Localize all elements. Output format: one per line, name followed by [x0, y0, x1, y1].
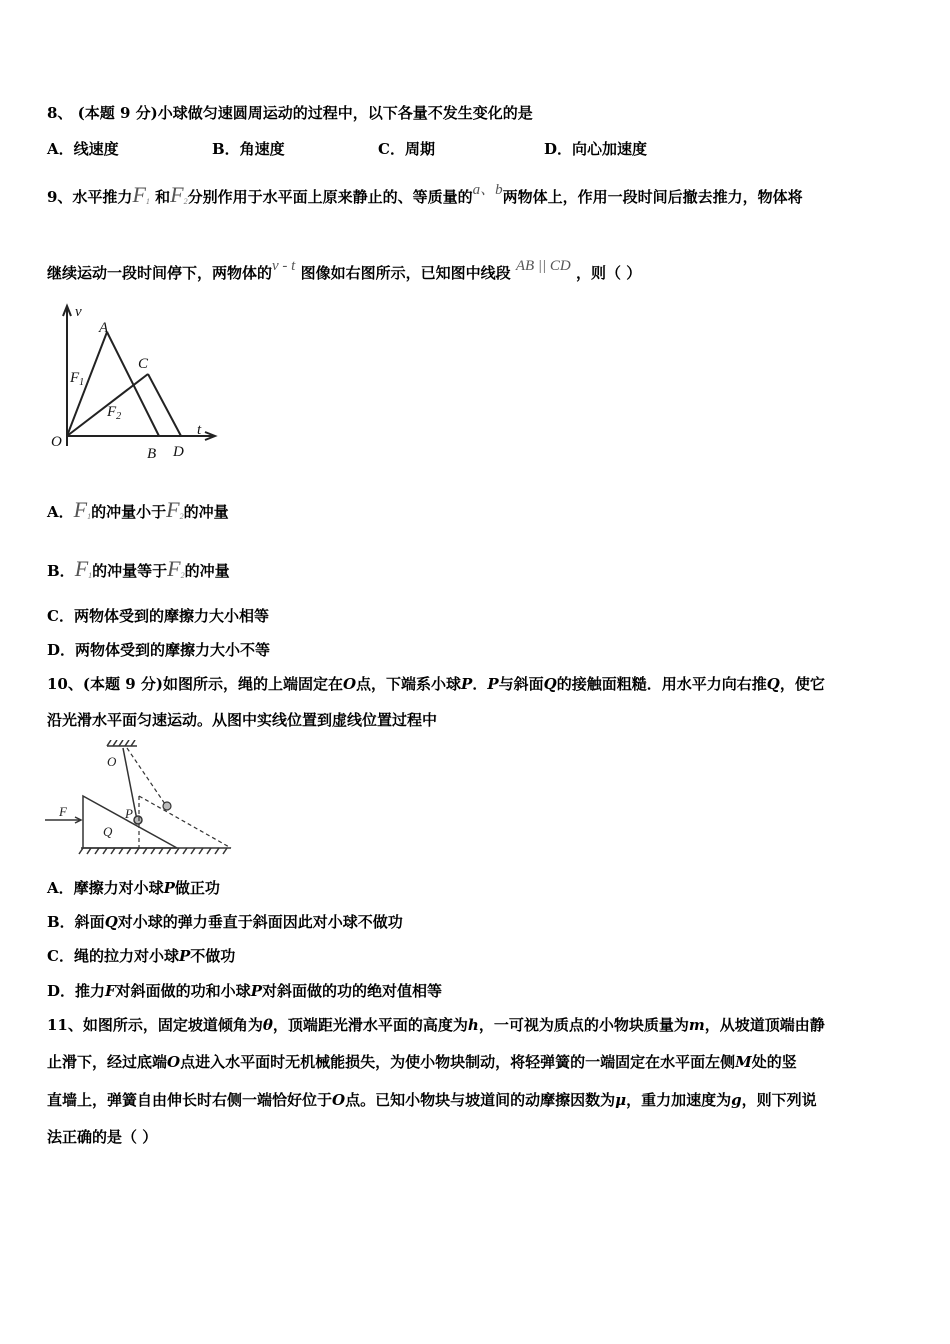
q11-stem-line4: 法正确的是（ ）	[47, 1128, 158, 1146]
q9-option-b: B．$F_1$的冲量等于$F_2$的冲量	[47, 556, 230, 581]
diagram-label-p: P	[125, 806, 133, 821]
diagram-label-q: Q	[103, 824, 113, 839]
q8-stem: 8、 (本题 9 分)小球做匀速圆周运动的过程中，以下各量不发生变化的是	[47, 104, 533, 122]
q8-option-a: A．线速度	[47, 140, 119, 158]
q10-option-a: A．摩擦力对小球P做正功	[47, 879, 220, 897]
q11-stem-line3: 直墙上，弹簧自由伸长时右侧一端恰好位于O点。已知小物块与坡道间的动摩擦因数为μ，重力加速度为g，则下列说	[47, 1091, 817, 1109]
q8-option-b: B．角速度	[212, 140, 285, 158]
graph-label-v: v	[75, 304, 82, 320]
q8-option-c: C．周期	[378, 140, 435, 158]
q9-stem-line2: 继续运动一段时间停下，两物体的v - t 图像如右图所示，已知图中线段 AB || CD ，则（ ）	[47, 258, 642, 282]
graph-label-c: C	[138, 356, 149, 372]
q10-option-c: C．绳的拉力对小球P不做功	[47, 947, 236, 965]
q10-incline-diagram	[45, 740, 240, 858]
q9-stem-line1: 9、水平推力$F_1$ 和$F_2$分别作用于水平面上原来静止的、等质量的a、b两物体上，作用一段时间后撤去推力，物体将	[47, 182, 803, 207]
q10-stem-line2: 沿光滑水平面匀速运动。从图中实线位置到虚线位置过程中	[47, 711, 438, 729]
q10-option-d: D．推力F对斜面做的功和小球P对斜面做的功的绝对值相等	[47, 982, 442, 1000]
graph-label-f2: $F_2$	[107, 404, 122, 422]
graph-label-b: B	[147, 446, 157, 462]
diagram-label-o: O	[107, 754, 117, 769]
graph-label-a: A	[99, 320, 109, 336]
graph-label-o: O	[51, 434, 62, 450]
graph-label-f1: $F_1$	[70, 370, 85, 388]
q9-option-d: D．两物体受到的摩擦力大小不等	[47, 641, 271, 659]
q11-stem-line2: 止滑下，经过底端O点进入水平面时无机械能损失，为使小物块制动，将轻弹簧的一端固定在水平面左侧M处的竖	[47, 1053, 797, 1071]
diagram-label-f: F	[59, 804, 67, 819]
q9-option-c: C．两物体受到的摩擦力大小相等	[47, 607, 269, 625]
q11-stem-line1: 11、如图所示，固定坡道倾角为θ，顶端距光滑水平面的高度为h，一可视为质点的小物块质量为m，从坡道顶端由静	[47, 1016, 825, 1034]
q8-option-d: D．向心加速度	[544, 140, 648, 158]
q10-stem-line1: 10、(本题 9 分)如图所示，绳的上端固定在O点，下端系小球P．P与斜面Q的接触面粗糙．用水平力向右推Q，使它	[47, 675, 825, 693]
q9-vt-graph	[45, 300, 220, 465]
graph-label-t: t	[197, 422, 202, 438]
graph-label-d: D	[173, 444, 184, 460]
q10-option-b: B．斜面Q对小球的弹力垂直于斜面因此对小球不做功	[47, 913, 403, 931]
q9-option-a: A．$F_1$的冲量小于$F_2$的冲量	[47, 497, 229, 522]
